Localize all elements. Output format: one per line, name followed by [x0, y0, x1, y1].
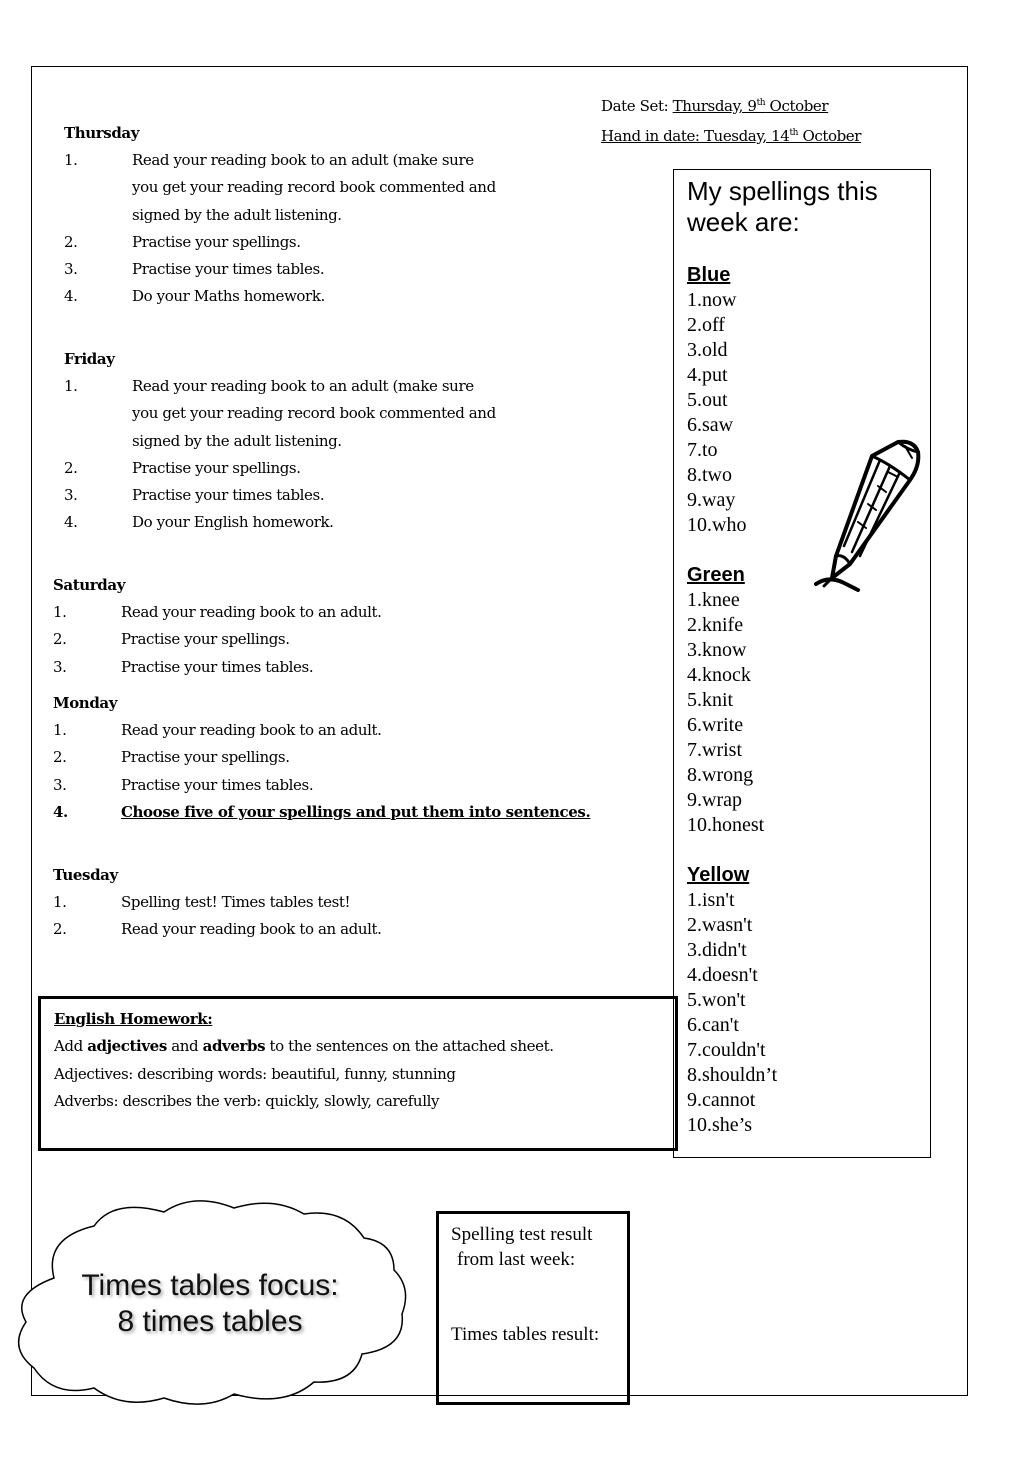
focus-line1: Times tables focus:	[81, 1269, 339, 1302]
focus-line2: 8 times tables	[117, 1305, 303, 1338]
spelling-word: 4.put	[687, 364, 728, 386]
day-tuesday	[53, 862, 382, 944]
results-box	[436, 1211, 630, 1405]
task-item: 3. Practise your times tables.	[64, 486, 325, 505]
english-homework-box	[38, 996, 678, 1151]
spelling-word: 10.honest	[687, 814, 765, 836]
spelling-word: 1.knee	[687, 589, 740, 611]
spelling-word: 10.she’s	[687, 1114, 752, 1136]
day-friday	[64, 346, 502, 537]
spelling-word: 2.wasn't	[687, 914, 753, 936]
spellings-box	[673, 169, 931, 1158]
pencil-icon	[810, 436, 925, 598]
spelling-word: 10.who	[687, 514, 747, 536]
task-item-highlighted: 4. Choose five of your spellings and put them into sentences.	[53, 802, 591, 821]
spelling-word: 6.write	[687, 714, 744, 736]
spelling-word: 5.out	[687, 389, 728, 411]
spelling-word: 6.saw	[687, 414, 734, 436]
date-set: Date Set: Thursday, 9th October	[601, 97, 829, 115]
spelling-group-title: Yellow	[687, 864, 750, 886]
spelling-word: 9.cannot	[687, 1089, 756, 1111]
task-item: 2. Practise your spellings.	[64, 458, 301, 477]
spelling-result-label-2: from last week:	[457, 1249, 576, 1270]
day-monday	[53, 690, 590, 826]
spelling-word: 3.old	[687, 339, 728, 361]
day-title: Thursday	[64, 124, 140, 142]
task-item: 2. Practise your spellings.	[64, 232, 301, 251]
task-item: 2. Read your reading book to an adult.	[53, 920, 382, 939]
task-item: 4. Do your Maths homework.	[64, 287, 325, 306]
spelling-word: 4.knock	[687, 664, 751, 686]
spelling-word: 9.way	[687, 489, 736, 511]
day-title: Monday	[53, 694, 118, 712]
spelling-group-title: Green	[687, 564, 745, 586]
spelling-word: 7.couldn't	[687, 1039, 766, 1061]
task-item: 4. Do your English homework.	[64, 513, 334, 532]
day-thursday	[64, 120, 502, 311]
day-title: Tuesday	[53, 866, 118, 884]
english-homework-line: Add adjectives and adverbs to the sentences on the attached sheet.	[54, 1037, 554, 1056]
spelling-word: 1.isn't	[687, 889, 735, 911]
spelling-word: 8.two	[687, 464, 732, 486]
spelling-group-title: Blue	[687, 264, 731, 286]
spelling-word: 8.wrong	[687, 764, 754, 786]
spellings-heading: My spellings this week are:	[687, 176, 878, 237]
spelling-word: 3.didn't	[687, 939, 747, 961]
english-homework-title: English Homework:	[54, 1010, 213, 1028]
spelling-word: 9.wrap	[687, 789, 742, 811]
task-item: 2. Practise your spellings.	[53, 630, 290, 649]
spelling-groups	[687, 263, 930, 1138]
spelling-word: 4.doesn't	[687, 964, 758, 986]
task-item: 3. Practise your times tables.	[53, 657, 314, 676]
day-title: Friday	[64, 350, 115, 368]
task-item: 3. Practise your times tables.	[64, 260, 325, 279]
date-set-value: Thursday, 9th October	[672, 97, 829, 115]
times-tables-focus	[40, 1268, 380, 1340]
spelling-result-label: Spelling test result	[451, 1224, 593, 1245]
task-item: 1. Read your reading book to an adult.	[53, 721, 382, 739]
hand-in-date: Hand in date: Tuesday, 14th October	[601, 127, 862, 145]
spelling-word: 6.can't	[687, 1014, 739, 1036]
spelling-word: 2.knife	[687, 614, 744, 636]
spelling-word: 5.knit	[687, 689, 734, 711]
task-item: 1. Read your reading book to an adult (make sure you get your reading record book commented and signed by the adult listening.	[64, 377, 496, 450]
spelling-word: 8.shouldn’t	[687, 1064, 778, 1086]
task-item: 1. Read your reading book to an adult.	[53, 603, 382, 621]
times-tables-result-label: Times tables result:	[451, 1324, 600, 1345]
spelling-word: 5.won't	[687, 989, 746, 1011]
spelling-word: 7.wrist	[687, 739, 742, 761]
spelling-word: 3.know	[687, 639, 747, 661]
dates-block	[601, 90, 861, 150]
day-saturday	[53, 572, 382, 681]
english-homework-line: Adverbs: describes the verb: quickly, slowly, carefully	[54, 1091, 440, 1110]
task-item: 3. Practise your times tables.	[53, 775, 314, 794]
task-item: 1. Spelling test! Times tables test!	[53, 893, 351, 911]
task-item: 2. Practise your spellings.	[53, 748, 290, 767]
english-homework-line: Adjectives: describing words: beautiful, funny, stunning	[54, 1064, 456, 1083]
task-item: 1. Read your reading book to an adult (make sure you get your reading record book commented and signed by the adult listening.	[64, 151, 496, 224]
spelling-word: 2.off	[687, 314, 725, 336]
spelling-word: 1.now	[687, 289, 737, 311]
spelling-word: 7.to	[687, 439, 718, 461]
day-title: Saturday	[53, 576, 126, 594]
